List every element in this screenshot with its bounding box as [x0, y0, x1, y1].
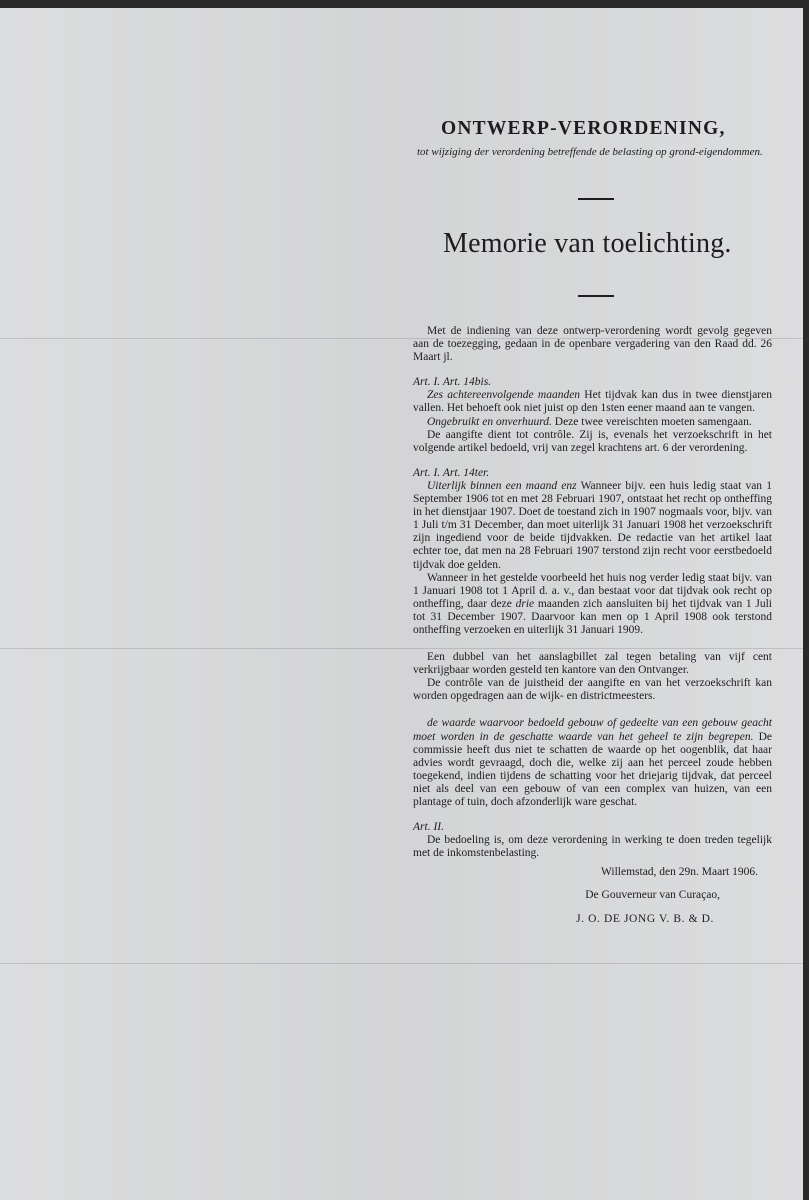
divider — [578, 295, 614, 297]
quoted-term: Zes achtereenvolgende maanden — [427, 389, 581, 402]
document-page — [0, 8, 803, 1200]
section-heading: Memorie van toelichting. — [443, 228, 732, 259]
paper-fold — [0, 963, 803, 964]
article-heading: Art. I. Art. 14ter. — [413, 466, 490, 479]
document-subtitle: tot wijziging der verordening betreffende de belasting op grond-eigendommen. — [417, 146, 763, 158]
memorie-body — [413, 325, 772, 926]
paragraph: De aangifte dient tot contrôle. Zij is, evenals het verzoekschrift in het volgende artikel bedoeld, vrij van zegel krachtens art. 6 der verordening. — [413, 428, 772, 454]
paragraph — [413, 389, 772, 415]
paragraph — [413, 480, 772, 572]
paragraph: Een dubbel van het aanslagbillet zal tegen betaling van vijf cent verkrijgbaar worden gesteld ten kantore van den Ontvanger. — [413, 651, 772, 677]
article-heading: Art. I. Art. 14bis. — [413, 376, 492, 389]
paragraph — [413, 572, 772, 637]
divider — [578, 198, 614, 200]
paragraph — [413, 416, 772, 429]
quoted-term: Uiterlijk binnen een maand enz — [427, 479, 577, 492]
paragraph — [413, 717, 772, 809]
signatory-name: J. O. DE JONG V. B. & D. — [576, 912, 714, 925]
signatory-title: De Gouverneur van Curaçao, — [585, 889, 720, 902]
paragraph: De bedoeling is, om deze verordening in werking te doen treden tegelijk met de inkomstenbelasting. — [413, 834, 772, 860]
paragraph-text: Wanneer in het gestelde voorbeeld het huis nog verder ledig staat bijv. van 1 Januari 1908 tot 1 April d. a. v., dan bestaat voor dat tijdvak ook recht op ontheffing, daar deze — [413, 571, 772, 610]
place-date: Willemstad, den 29n. Maart 1906. — [601, 866, 758, 879]
paragraph-text: Deze twee vereischten moeten samengaan. — [551, 415, 752, 428]
article-heading: Art. II. — [413, 821, 444, 834]
paragraph-text: Het tijdvak kan dus in twee dienstjaren vallen. Het behoeft ook niet juist op den 1sten eener maand aan te vangen. — [413, 389, 772, 415]
paragraph-text: Wanneer bijv. een huis ledig staat van 1 September 1906 tot en met 28 Februari 1907, ontstaat het recht op ontheffing in het dienstjaar 1907. Doet de toestand zich in 1907 nogmaals voor, bijv. van 1 Juli t/m 31 December, dan moet uiterlijk 31 Januari 1908 het verzoekschrift zijn ingediend voor de beide tijdvakken. De redactie van het artikel laat echter toe, dat men na 28 Februari 1907 terstond zijn recht voor eerstbedoeld tijdvak doe gelden. — [413, 479, 772, 571]
paragraph: De contrôle van de juistheid der aangifte en van het verzoekschrift kan worden opgedragen aan de wijk- en districtmeesters. — [413, 677, 772, 703]
document-title: ONTWERP-VERORDENING, — [441, 118, 726, 139]
intro-paragraph: Met de indiening van deze ontwerp-verordening wordt gevolg gegeven aan de toezegging, gedaan in de openbare vergadering van den Raad dd. 26 Maart jl. — [413, 325, 772, 364]
quoted-term: Ongebruikt en onverhuurd. — [427, 415, 552, 428]
paragraph-text: De commissie heeft dus niet te schatten de waarde op het oogenblik, dat haar advies wordt gevraagd, doch die, welke zij aan het perceel zoude hebben toegekend, indien tijdens de schatting voor het driejarig tijdvak, dat perceel niet als deel van een gebouw of van een complex van huizen, van een plantage of tuin, doch afzonderlijk ware geschat. — [413, 730, 772, 808]
emphasis: drie — [515, 597, 535, 610]
paragraph-text: maanden zich aansluiten bij het tijdvak van 1 Juli tot 31 December 1907. Daarvoor kan men op 1 April 1908 ook terstond ontheffing verzoeken en uiterlijk 31 Januari 1909. — [413, 597, 773, 636]
quoted-term: de waarde waarvoor bedoeld gebouw of gedeelte van een gebouw geacht moet worden in de geschatte waarde van het geheel te zijn begrepen. — [413, 717, 772, 743]
